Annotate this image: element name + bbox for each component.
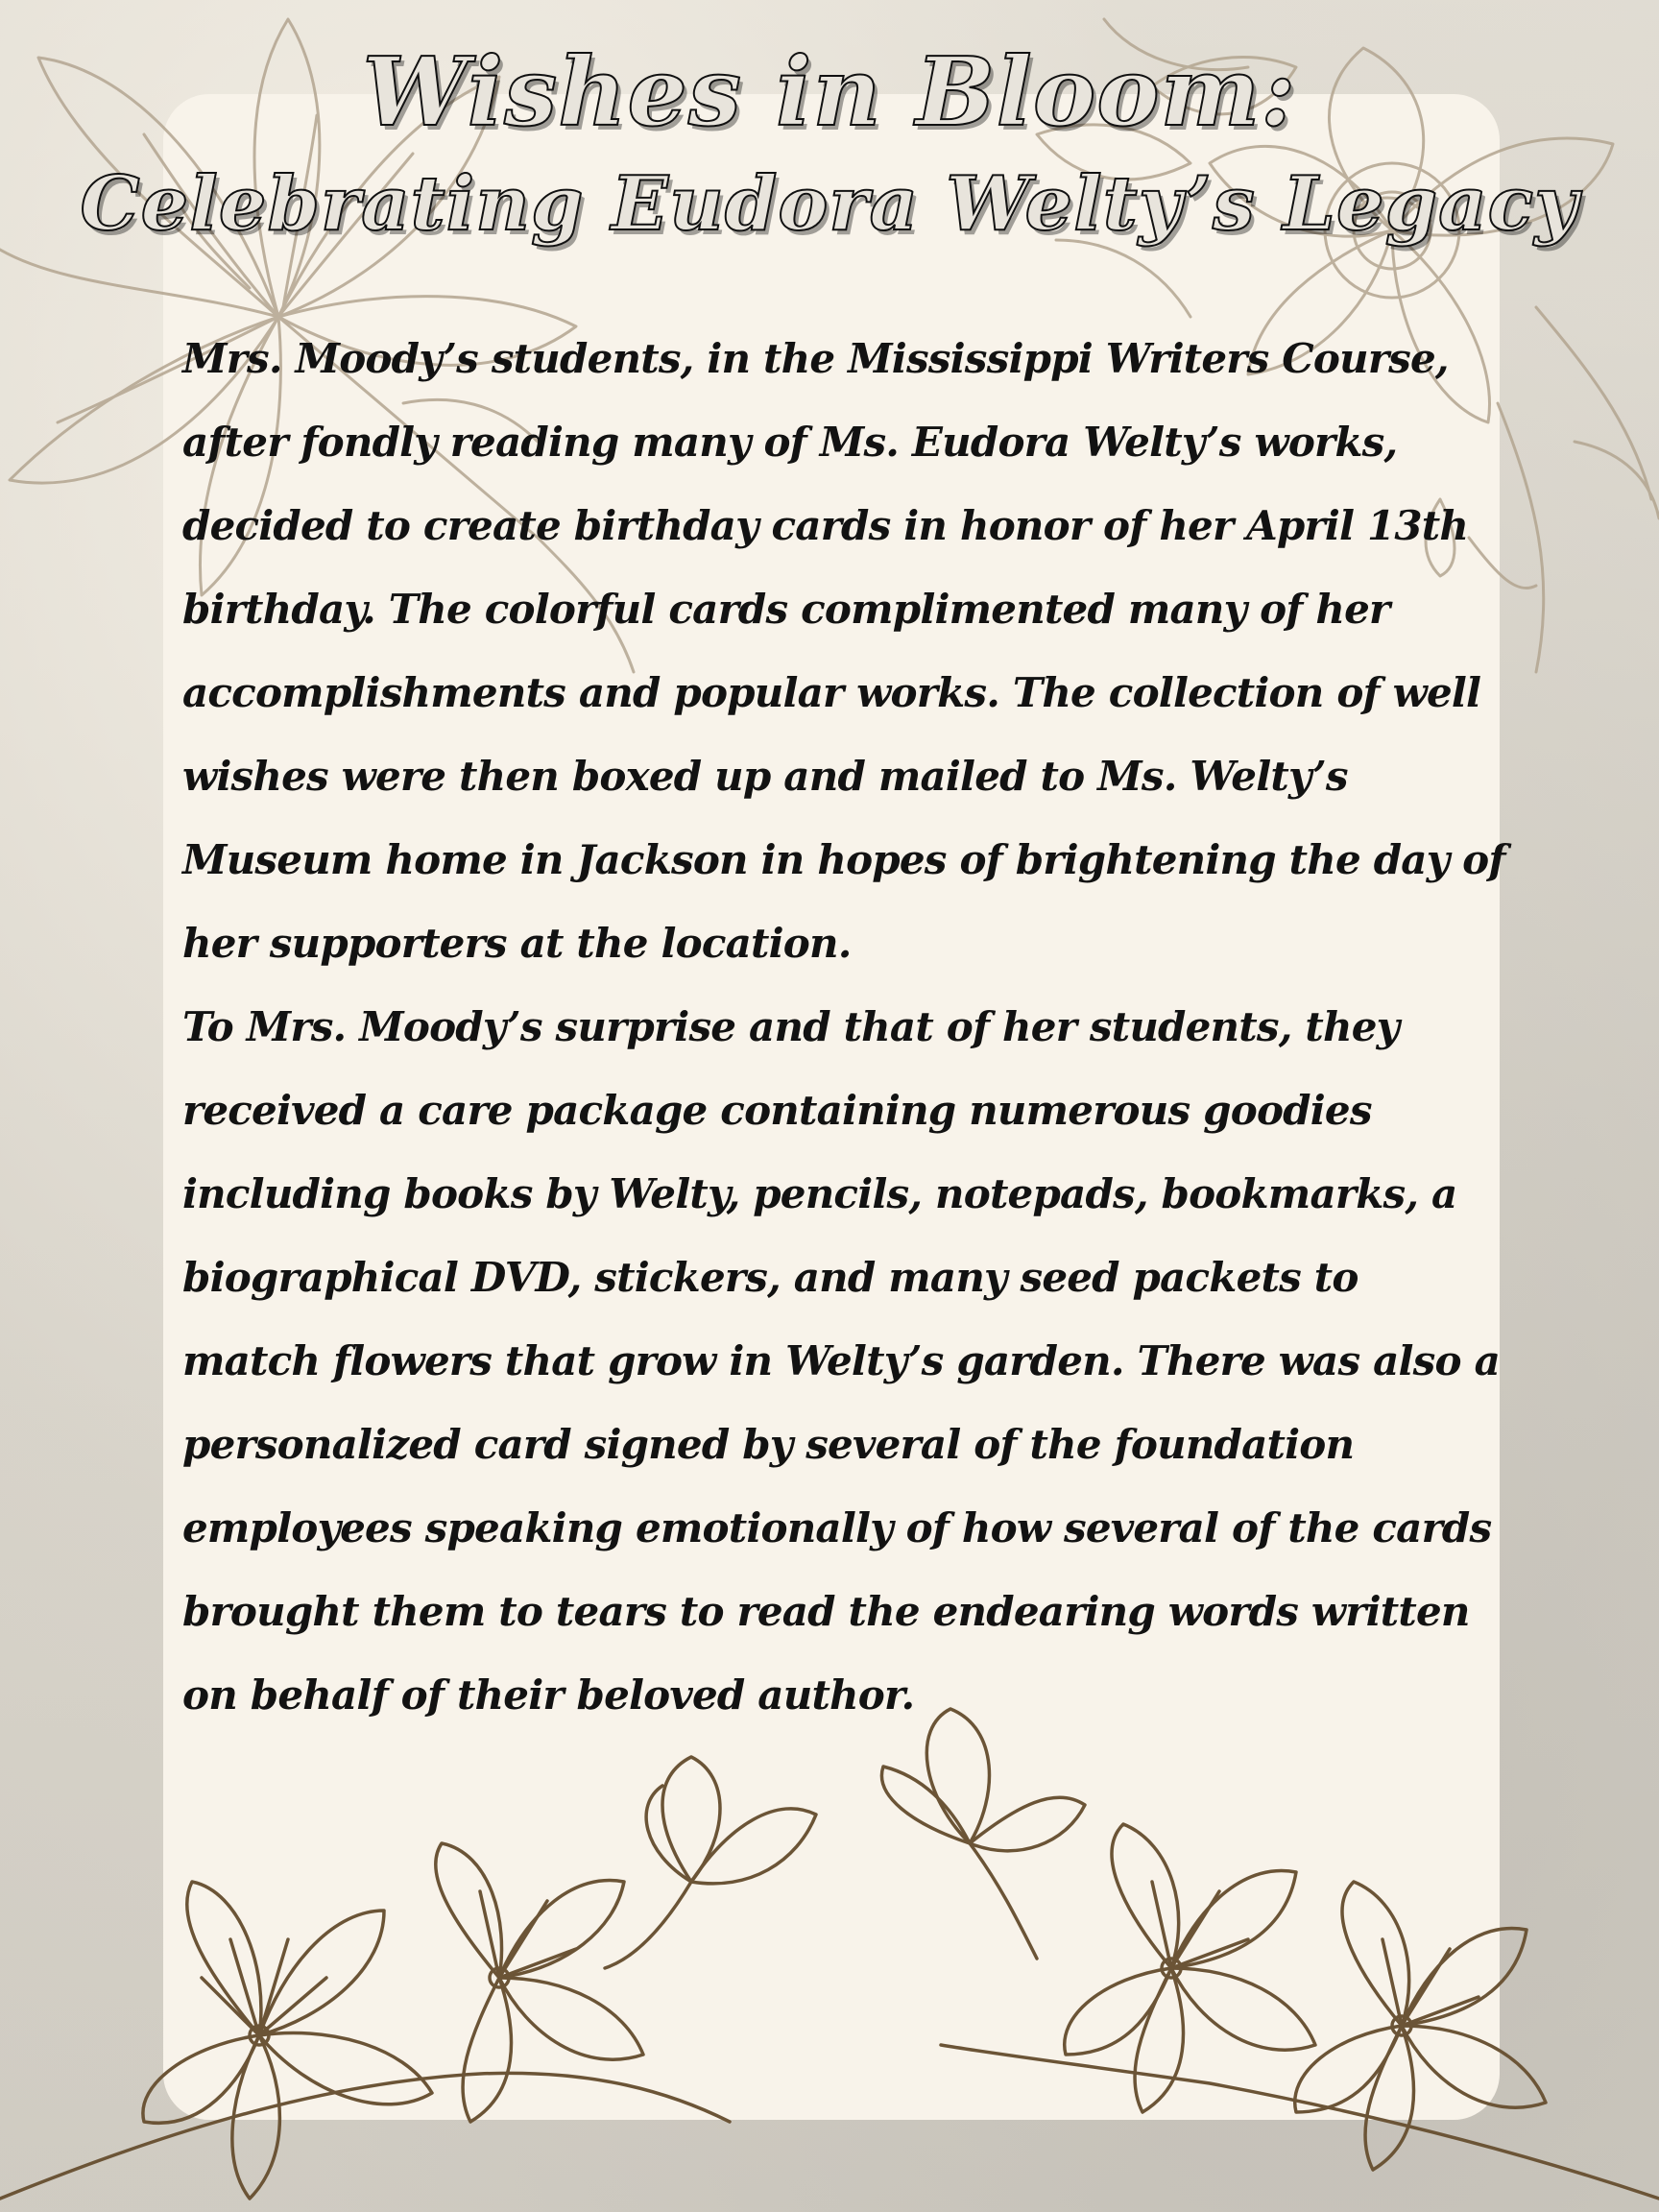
paragraph-2: To Mrs. Moody’s surprise and that of her students, they received a care package containing numerous goodies including books by Welty, pencils, notepads, bookmarks, a biographical DVD, stickers, and many seed packets to match flowers that grow in Welty’s garden. There was also a personalized card signed by several of the foundation employees speaking emotionally of how several of the cards brought them to tears to read the endearing words written on behalf of their beloved author.	[182, 1003, 1500, 1719]
page-title	[0, 38, 1659, 261]
title-line-1: Wishes in Bloom:	[362, 37, 1297, 148]
article-body	[182, 317, 1507, 1737]
title-line-2: Celebrating Eudora Welty’s Legacy	[80, 160, 1579, 248]
paragraph-1: Mrs. Moody’s students, in the Mississippi Writers Course, after fondly reading many of Ms. Eudora Welty’s works, decided to create birthday cards in honor of her April 13th birthday. The colorful cards complimented many of her accomplishments and popular works. The collection of well wishes were then boxed up and mailed to Ms. Welty’s Museum home in Jackson in hopes of brightening the day of her supporters at the location.	[182, 335, 1505, 967]
